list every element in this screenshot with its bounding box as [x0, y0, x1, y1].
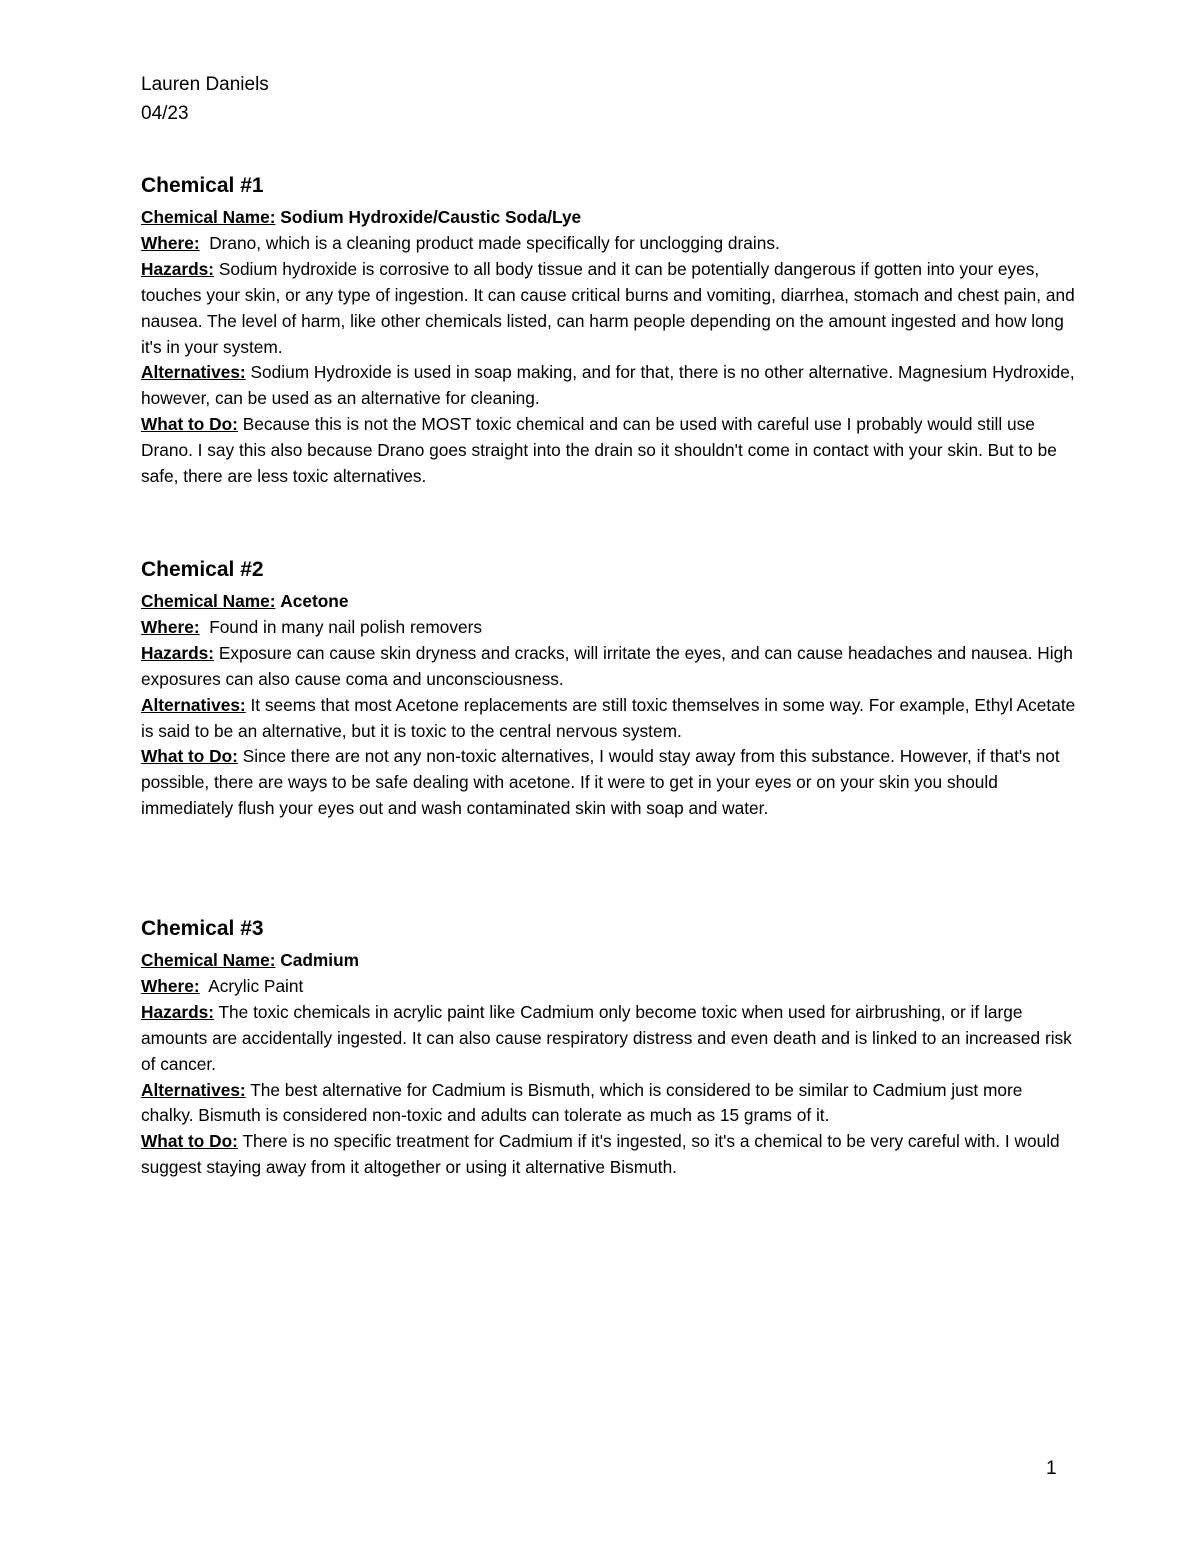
chemical-title: Chemical #1: [141, 174, 264, 197]
where-value: Acrylic Paint: [208, 975, 304, 996]
chemical-name-label: Chemical Name:: [141, 207, 276, 227]
hazards-field: [141, 257, 1076, 361]
hazards-label: Hazards:: [141, 642, 214, 663]
where-label: Where:: [141, 232, 200, 253]
chemical-name-field: [141, 205, 1076, 231]
chemical-section-1: [141, 171, 1076, 490]
chemical-name-field: [141, 589, 1076, 615]
chemical-name-field: [141, 948, 1076, 974]
chemical-name-value: Cadmium: [280, 950, 360, 970]
document-page: [141, 70, 1076, 1178]
document-date: 04/23: [141, 103, 189, 124]
alternatives-label: Alternatives:: [141, 362, 246, 383]
hazards-label: Hazards:: [141, 258, 214, 279]
alternatives-value: It seems that most Acetone replacements are still toxic themselves in some way. For example, Ethyl Acetate is said to be an alternative, but it is toxic to the central nervous system.: [141, 694, 1076, 741]
alternatives-field: [141, 360, 1076, 412]
hazards-field: [141, 641, 1076, 693]
what-to-do-field: [141, 1129, 1076, 1181]
alternatives-field: [141, 1078, 1076, 1130]
hazards-value: Exposure can cause skin dryness and cracks, will irritate the eyes, and can cause headaches and nausea. High exposures can also cause coma and unconsciousness.: [141, 642, 1073, 689]
chemical-section-2: [141, 555, 1076, 822]
hazards-value: The toxic chemicals in acrylic paint like Cadmium only become toxic when used for airbrushing, or if large amounts are accidentally ingested. It can also cause respiratory distress and even death and is linked to an increased risk of cancer.: [141, 1001, 1072, 1074]
where-field: [141, 974, 1076, 1000]
where-label: Where:: [141, 975, 200, 996]
alternatives-value: Sodium Hydroxide is used in soap making, and for that, there is no other alternative. Magnesium Hydroxide, however, can be used as an alternative for cleaning.: [141, 362, 1075, 409]
what-to-do-label: What to Do:: [141, 414, 238, 435]
hazards-value: Sodium hydroxide is corrosive to all body tissue and it can be potentially dangerous if gotten into your eyes, touches your skin, or any type of ingestion. It can cause critical burns and vomiting, diarrhea, stomach and chest pain, and nausea. The level of harm, like other chemicals listed, can harm people depending on the amount ingested and how long it's in your system.: [141, 258, 1075, 357]
what-to-do-value: There is no specific treatment for Cadmium if it's ingested, so it's a chemical to be very careful with. I would suggest staying away from it altogether or using it alternative Bismuth.: [141, 1131, 1060, 1178]
alternatives-label: Alternatives:: [141, 694, 246, 715]
chemical-name-label: Chemical Name:: [141, 950, 276, 970]
where-field: [141, 231, 1076, 257]
chemical-title: Chemical #2: [141, 558, 264, 581]
what-to-do-label: What to Do:: [141, 1131, 238, 1152]
alternatives-value: The best alternative for Cadmium is Bismuth, which is considered to be similar to Cadmium just more chalky. Bismuth is considered non-toxic and adults can tolerate as much as 15 grams of it.: [141, 1079, 1023, 1126]
what-to-do-value: Since there are not any non-toxic alternatives, I would stay away from this substance. However, if that's not possible, there are ways to be safe dealing with acetone. If it were to get in your eyes or on your skin you should immediately flush your eyes out and wash contaminated skin with soap and water.: [141, 746, 1060, 819]
alternatives-label: Alternatives:: [141, 1079, 246, 1100]
chemical-title: Chemical #3: [141, 917, 264, 940]
where-value: Drano, which is a cleaning product made specifically for unclogging drains.: [209, 232, 780, 253]
chemical-name-value: Sodium Hydroxide/Caustic Soda/Lye: [280, 207, 582, 227]
where-value: Found in many nail polish removers: [209, 616, 482, 637]
what-to-do-value: Because this is not the MOST toxic chemical and can be used with careful use I probably would still use Drano. I say this also because Drano goes straight into the drain so it shouldn't come in contact with your skin. But to be safe, there are less toxic alternatives.: [141, 414, 1057, 487]
what-to-do-field: [141, 412, 1076, 490]
what-to-do-label: What to Do:: [141, 746, 238, 767]
alternatives-field: [141, 693, 1076, 745]
hazards-field: [141, 1000, 1076, 1078]
chemical-name-value: Acetone: [280, 591, 349, 611]
what-to-do-field: [141, 744, 1076, 822]
chemical-name-label: Chemical Name:: [141, 591, 276, 611]
where-field: [141, 615, 1076, 641]
page-number: 1: [1046, 1458, 1057, 1479]
author-name: Lauren Daniels: [141, 74, 269, 95]
where-label: Where:: [141, 616, 200, 637]
hazards-label: Hazards:: [141, 1001, 214, 1022]
chemical-section-3: [141, 914, 1076, 1181]
